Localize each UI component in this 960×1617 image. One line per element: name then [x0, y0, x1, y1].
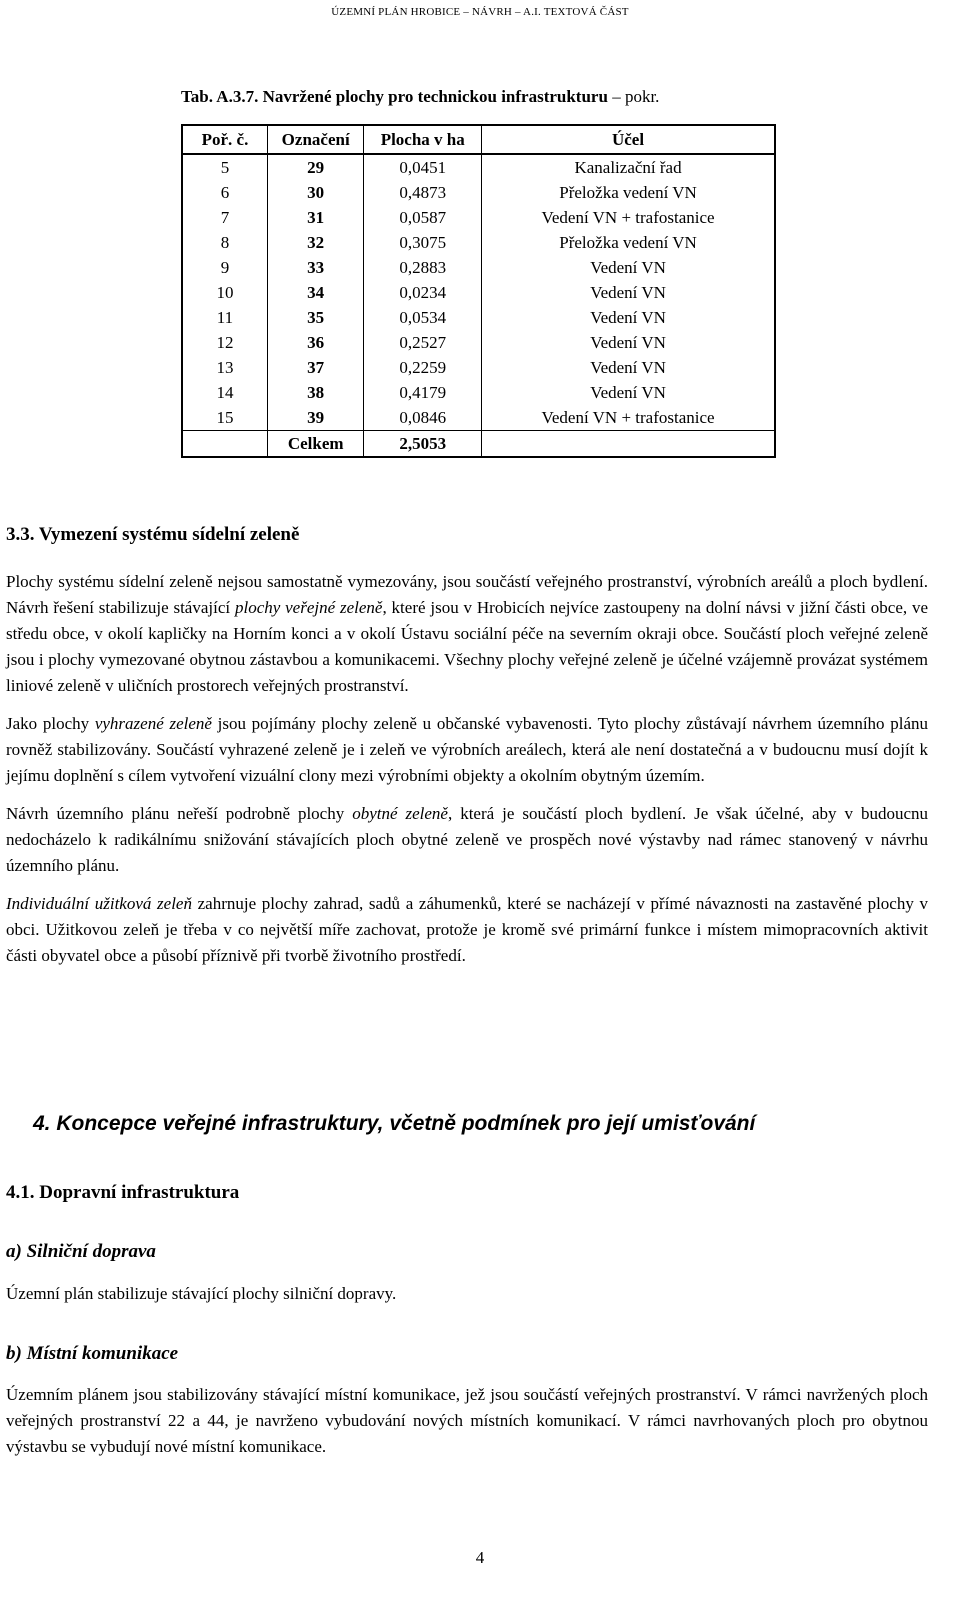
cell-designation: 37: [267, 355, 363, 380]
table-row: [182, 280, 775, 305]
running-header: ÚZEMNÍ PLÁN HROBICE – NÁVRH – A.I. TEXTOVÁ ČÁST: [331, 6, 629, 18]
cell-order: 12: [216, 332, 234, 352]
cell-order: 7: [220, 207, 230, 227]
table-row: [182, 355, 775, 380]
cell-area: 0,2883: [364, 255, 482, 280]
header-purpose: Účel: [482, 125, 775, 154]
table-row: [182, 230, 775, 255]
table-total-row: [182, 431, 775, 458]
text: zahrnuje plochy zahrad, sadů a záhumenků, které se nacházejí v přímé návaznosti na zastavěné plochy v obci. Užitkovou zeleň je třeba v co největší míře zachovat, protože je kromě své primární funkce i místem mimopracovních aktivit části obyvatel obce a působí příznivě při tvorbě životního prostředí.: [6, 894, 928, 965]
cell-designation: 34: [267, 280, 363, 305]
header-designation: Označení: [267, 125, 363, 154]
cell-area: 0,0846: [364, 405, 482, 431]
infrastructure-table: [181, 124, 776, 458]
paragraph-local-roads: Územním plánem jsou stabilizovány stávající místní komunikace, jež jsou součástí veřejných prostranství. V rámci navržených ploch veřejných prostranství 22 a 44, je navrženo vybudování nových místních komunikací. V rámci navrhovaných ploch pro obytnou výstavbu se vybudují nové místní komunikace.: [6, 1385, 928, 1456]
cell-order: 15: [216, 407, 234, 427]
cell-purpose: Vedení VN: [482, 305, 775, 330]
emphasis: vyhrazené zeleně: [94, 714, 212, 733]
paragraph-road: Územní plán stabilizuje stávající plochy silniční dopravy.: [6, 1284, 397, 1303]
cell-order: 9: [220, 257, 230, 277]
cell-order: 8: [220, 232, 230, 252]
table-body: [182, 154, 775, 457]
table-row: [182, 154, 775, 180]
cell-empty: [482, 431, 775, 458]
total-value: 2,5053: [364, 431, 482, 458]
table-header-row: [182, 125, 775, 154]
table-row: [182, 380, 775, 405]
cell-designation: 30: [267, 180, 363, 205]
cell-order: 13: [216, 357, 234, 377]
cell-purpose: Vedení VN + trafostanice: [482, 205, 775, 230]
cell-order: 10: [216, 282, 234, 302]
table-caption: [181, 87, 659, 107]
paragraph-utility-greenery: [6, 891, 928, 969]
table-row: [182, 205, 775, 230]
cell-area: 0,2527: [364, 330, 482, 355]
table-caption-title: Tab. A.3.7. Navržené plochy pro technickou infrastrukturu: [181, 87, 608, 106]
text: Návrh územního plánu neřeší podrobně plochy: [6, 804, 353, 823]
header-order: Poř. č.: [182, 125, 267, 154]
cell-designation: 39: [267, 405, 363, 431]
cell-purpose: Vedení VN: [482, 355, 775, 380]
cell-order: 11: [216, 307, 234, 327]
cell-purpose: Vedení VN: [482, 255, 775, 280]
section-heading: 3.3. Vymezení systému sídelní zeleně: [6, 524, 300, 545]
cell-purpose: Vedení VN: [482, 280, 775, 305]
cell-purpose: Vedení VN: [482, 380, 775, 405]
emphasis: obytné zeleně: [352, 804, 448, 823]
cell-area: 0,0451: [364, 154, 482, 180]
text: , která je součástí ploch bydlení. Je však účelné, aby v budoucnu nedocházelo k radikálnímu snižování stávajících ploch obytné zeleně ve prospěch nové výstavby nad rámec stanovený v návrhu územního plánu.: [6, 804, 929, 875]
cell-designation: 32: [267, 230, 363, 255]
section-heading: 4.1. Dopravní infrastruktura: [6, 1182, 240, 1203]
paragraph-reserved-greenery: [6, 711, 928, 789]
chapter-heading: 4. Koncepce veřejné infrastruktury, včetně podmínek pro její umisťování: [33, 1112, 756, 1135]
cell-area: 0,4873: [364, 180, 482, 205]
subsection-heading-road: a) Silniční doprava: [6, 1241, 156, 1262]
cell-area: 0,4179: [364, 380, 482, 405]
cell-area: 0,2259: [364, 355, 482, 380]
cell-area: 0,0234: [364, 280, 482, 305]
section-4-1: [6, 1180, 928, 1460]
cell-designation: 36: [267, 330, 363, 355]
emphasis: plochy veřejné zeleně: [234, 598, 383, 617]
cell-purpose: Vedení VN + trafostanice: [482, 405, 775, 431]
cell-order: 6: [220, 182, 230, 202]
subsection-heading-local-roads: b) Místní komunikace: [6, 1343, 179, 1364]
table-caption-suffix: – pokr.: [607, 87, 660, 106]
cell-order: 14: [216, 382, 234, 402]
cell-purpose: Přeložka vedení VN: [482, 180, 775, 205]
cell-order: 5: [220, 157, 230, 177]
cell-purpose: Kanalizační řad: [482, 154, 775, 180]
section-3-3: [6, 522, 928, 969]
emphasis: Individuální užitková zeleň: [6, 894, 192, 913]
cell-area: 0,0587: [364, 205, 482, 230]
page-number: 4: [475, 1548, 485, 1567]
cell-purpose: Přeložka vedení VN: [482, 230, 775, 255]
cell-designation: 31: [267, 205, 363, 230]
cell-area: 0,0534: [364, 305, 482, 330]
paragraph-public-greenery: [6, 569, 928, 699]
cell-empty: [182, 431, 267, 458]
text: , které jsou v Hrobicích nejvíce zastoupeny na dolní návsi v jižní části obce, ve středu obce, v okolí kapličky na Horním konci a v okolí Ústavu sociální péče na severním okraji obce. Součástí ploch veřejné zeleně jsou i plochy vymezované obytnou zástavbou a komunikacemi. Všechny plochy veřejné zeleně je účelné vzájemně provázat systémem liniové zeleně v uličních prostorech veřejných prostranství.: [6, 598, 928, 695]
cell-area: 0,3075: [364, 230, 482, 255]
header-area: Plocha v ha: [364, 125, 482, 154]
cell-designation: 35: [267, 305, 363, 330]
cell-designation: 38: [267, 380, 363, 405]
text: jsou pojímány plochy zeleně u občanské vybavenosti. Tyto plochy zůstávají návrhem územního plánu rovněž stabilizovány. Součástí vyhrazené zeleně je i zeleň ve výrobních areálech, která ale není dostatečná a v budoucnu musí dojít k jejímu doplnění s cílem vytvoření vizuální clony mezi výrobními objekty a okolním obytným územím.: [6, 714, 929, 785]
total-label: Celkem: [267, 431, 363, 458]
table-row: [182, 305, 775, 330]
text: Plochy systému sídelní zeleně nejsou samostatně vymezovány, jsou součástí veřejného prostranství, výrobních areálů a ploch bydlení. Návrh řešení stabilizuje stávající: [6, 572, 928, 617]
text: Jako plochy: [6, 714, 95, 733]
cell-designation: 29: [267, 154, 363, 180]
paragraph-residential-greenery: [6, 801, 928, 879]
cell-designation: 33: [267, 255, 363, 280]
table-row: [182, 255, 775, 280]
table-row: [182, 330, 775, 355]
table-row: [182, 180, 775, 205]
cell-purpose: Vedení VN: [482, 330, 775, 355]
table-row: [182, 405, 775, 431]
